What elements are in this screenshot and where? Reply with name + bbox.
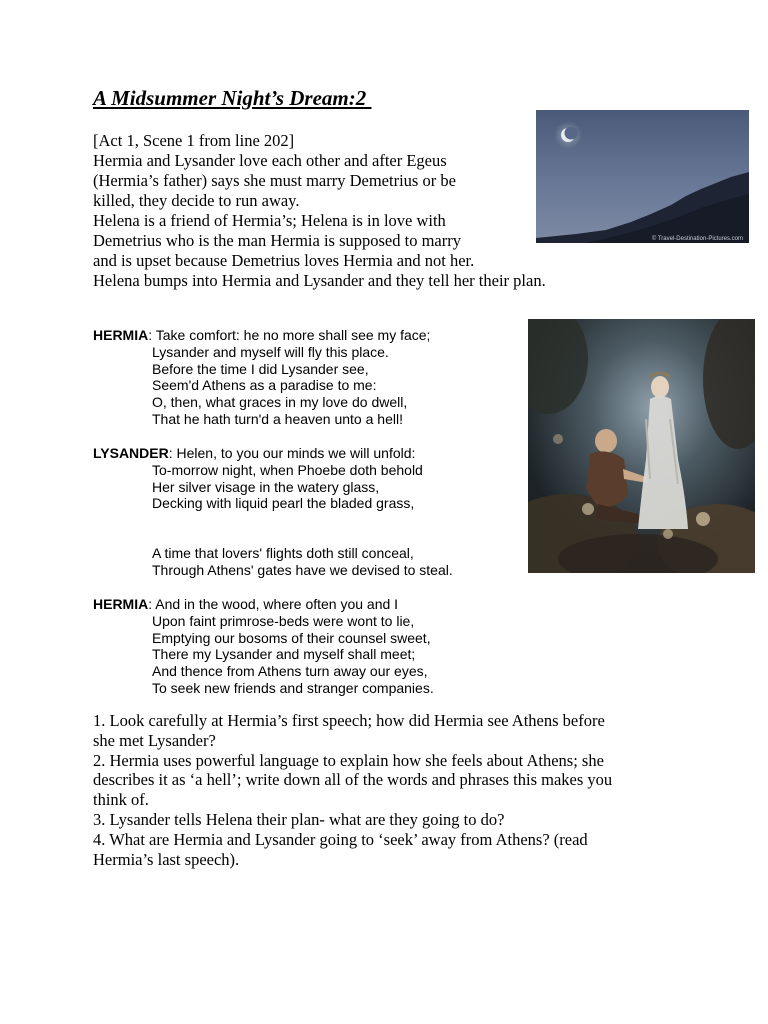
question-line: 1. Look carefully at Hermia’s first speech; how did Hermia see Athens before: [93, 711, 605, 730]
question-line: Hermia’s last speech).: [93, 849, 240, 869]
speech-hermia-1: [93, 327, 430, 428]
verse-line: That he hath turn'd a heaven unto a hell!: [152, 410, 403, 427]
verse-line: And thence from Athens turn away our eyes,: [152, 663, 428, 680]
speech-text: : And in the wood, where often you and I: [148, 596, 399, 612]
question-line: 2. Hermia uses powerful language to explain how she feels about Athens; she: [93, 750, 604, 770]
verse-line: Lysander and myself will fly this place.: [152, 343, 389, 360]
speech-text: : Take comfort: he no more shall see my face;: [148, 327, 431, 343]
speaker-name: LYSANDER: [93, 445, 169, 461]
speech-first-line: [93, 327, 430, 344]
speaker-name: HERMIA: [93, 327, 149, 343]
verse-line: Her silver visage in the watery glass,: [152, 478, 380, 495]
verse-line: To-morrow night, when Phoebe doth behold: [152, 461, 423, 478]
speech-first-line: [93, 596, 434, 613]
verse-line: Seem'd Athens as a paradise to me:: [152, 377, 377, 394]
question-line: think of.: [93, 790, 149, 810]
intro-paragraph: [93, 131, 613, 291]
verse-line: Through Athens' gates have we devised to steal.: [152, 561, 453, 578]
question-line: 4. What are Hermia and Lysander going to ‘seek’ away from Athens? (read: [93, 829, 588, 849]
speech-text: : Helen, to you our minds we will unfold:: [168, 445, 416, 461]
image-watermark: © Travel-Destination-Pictures.com: [651, 236, 743, 242]
verse-line: To seek new friends and stranger companies.: [152, 679, 434, 696]
question-line: describes it as ‘a hell’; write down all of the words and phrases this makes you: [93, 770, 613, 790]
intro-line: [Act 1, Scene 1 from line 202]: [93, 131, 295, 150]
verse-line: There my Lysander and myself shall meet;: [152, 646, 416, 663]
verse-line: O, then, what graces in my love do dwell,: [152, 394, 408, 411]
speech-lysander-continued: [93, 545, 453, 579]
verse-line: Emptying our bosoms of their counsel sweet,: [152, 629, 431, 646]
questions-list: [93, 711, 683, 869]
intro-line: (Hermia’s father) says she must marry Demetrius or be: [93, 171, 456, 190]
page-title: A Midsummer Night’s Dream:2: [93, 86, 372, 110]
intro-line: killed, they decide to run away.: [93, 191, 300, 210]
intro-line: Helena is a friend of Hermia’s; Helena is in love with: [93, 211, 446, 230]
intro-line: Demetrius who is the man Hermia is supposed to marry: [93, 231, 461, 250]
moon-night-image: [536, 110, 749, 243]
speech-hermia-2: [93, 596, 434, 697]
verse-line: Upon faint primrose-beds were wont to lie,: [152, 612, 415, 629]
question-line: she met Lysander?: [93, 730, 216, 750]
intro-line: and is upset because Demetrius loves Hermia and not her.: [93, 251, 475, 270]
speech-first-line: [93, 445, 423, 462]
intro-line: Hermia and Lysander love each other and after Egeus: [93, 151, 447, 170]
hermia-lysander-painting: [528, 319, 755, 573]
verse-line: A time that lovers' flights doth still conceal,: [152, 545, 414, 561]
verse-line: Before the time I did Lysander see,: [152, 360, 369, 377]
question-line: 3. Lysander tells Helena their plan- what are they going to do?: [93, 809, 505, 829]
speech-lysander: [93, 445, 423, 512]
verse-line: Decking with liquid pearl the bladed grass,: [152, 495, 415, 512]
speaker-name: HERMIA: [93, 596, 149, 612]
intro-line: Helena bumps into Hermia and Lysander and they tell her their plan.: [93, 271, 546, 290]
